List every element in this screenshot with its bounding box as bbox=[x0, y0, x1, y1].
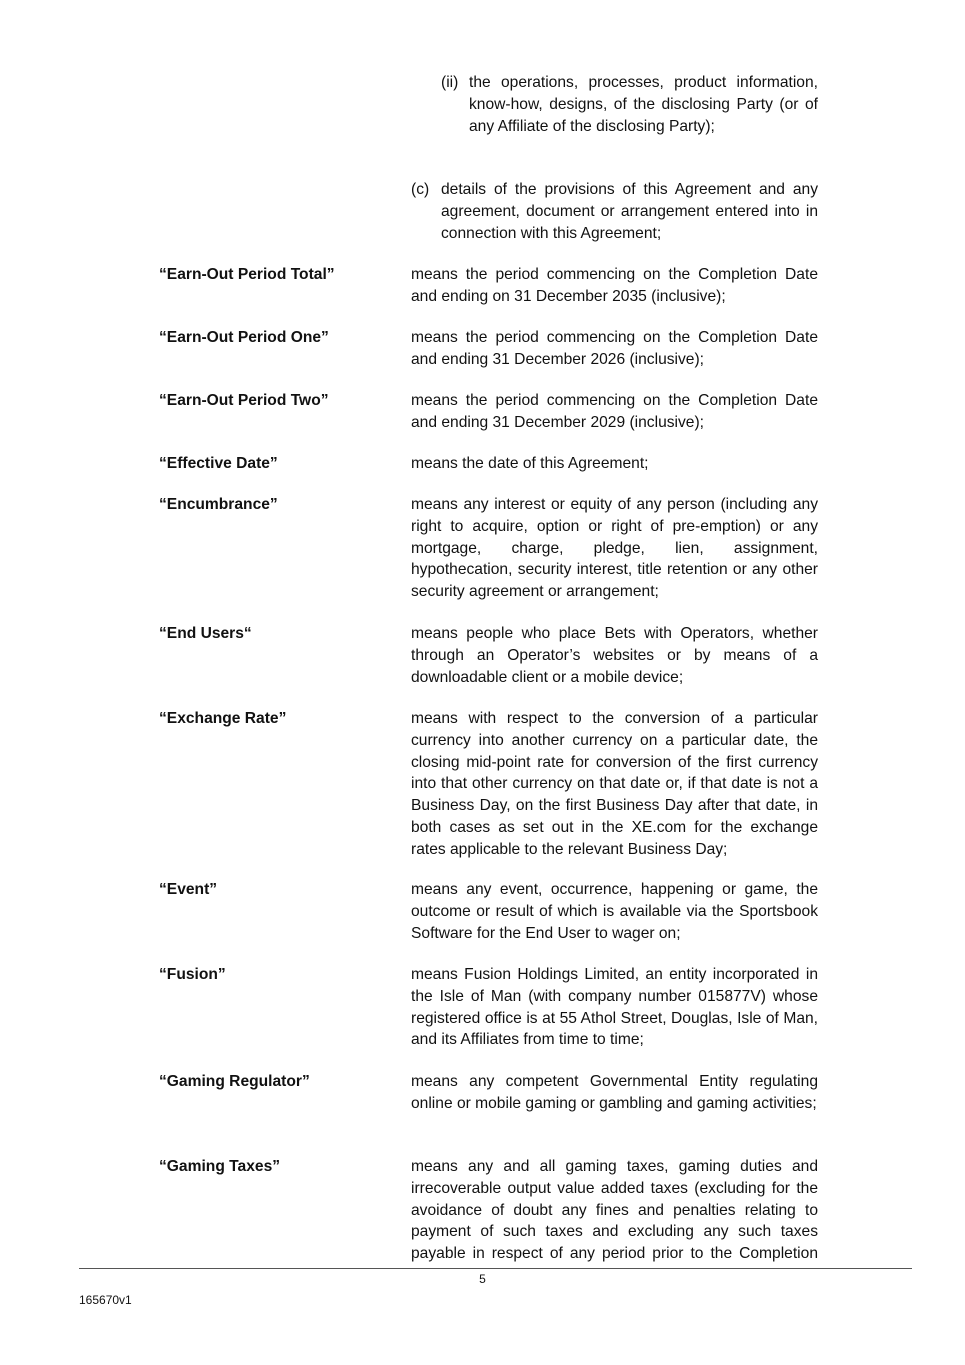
definition-text: means any competent Governmental Entity regulating online or mobile gaming or gambling and gaming activities; bbox=[411, 1073, 818, 1112]
definition-text: means any and all gaming taxes, gaming duties and irrecoverable output value added taxes (excluding for the avoidance of doubt any fines and penalties relating to payment of such taxes and excluding any such taxes payable in respect of any period prior to the Completion bbox=[411, 1158, 818, 1263]
definition-text: means the period commencing on the Completion Date and ending 31 December 2029 (inclusive); bbox=[411, 392, 818, 431]
definition-text: means any interest or equity of any person (including any right to acquire, option or right of pre-emption) or any mortgage, charge, pledge, lien, assignment, hypothecation, security interest, title retention or any other security agreement or arrangement; bbox=[411, 496, 818, 601]
definition-text: means the period commencing on the Completion Date and ending 31 December 2026 (inclusive); bbox=[411, 329, 818, 368]
page-number: 5 bbox=[479, 1272, 486, 1286]
definition-text: means any event, occurrence, happening or game, the outcome or result of which is available via the Sportsbook Software for the End User to wager on; bbox=[411, 881, 818, 942]
definition-term: “Earn-Out Period One” bbox=[159, 329, 329, 346]
definition-term: “Event” bbox=[159, 881, 218, 898]
definition-term: “Effective Date” bbox=[159, 455, 278, 472]
definition-term: “Earn-Out Period Total” bbox=[159, 266, 335, 283]
definition-term: “End Users“ bbox=[159, 625, 252, 642]
item-ii-label: (ii) bbox=[441, 74, 459, 91]
definition-text: means with respect to the conversion of a particular currency into another currency on a particular date, the closing mid-point rate for conversion of the first currency into that other currency on that date or, if that date is not a Business Day, on the first Business Day after that date, in both cases as set out in the XE.com for the exchange rates applicable to the relevant Business Day; bbox=[411, 710, 818, 858]
definition-term: “Gaming Regulator” bbox=[159, 1073, 310, 1090]
definition-term: “Exchange Rate” bbox=[159, 710, 287, 727]
definition-text: means Fusion Holdings Limited, an entity incorporated in the Isle of Man (with company number 015877V) whose registered office is at 55 Athol Street, Douglas, Isle of Man, and its Affiliates from time to time; bbox=[411, 966, 818, 1049]
footer-divider bbox=[79, 1268, 912, 1269]
definition-term: “Earn-Out Period Two” bbox=[159, 392, 329, 409]
item-ii-text: the operations, processes, product information, know-how, designs, of the disclosing Party (or of any Affiliate of the disclosing Party); bbox=[469, 74, 818, 135]
definition-text: means the period commencing on the Completion Date and ending on 31 December 2035 (inclusive); bbox=[411, 266, 818, 305]
definition-term: “Gaming Taxes” bbox=[159, 1158, 281, 1175]
definition-term: “Encumbrance” bbox=[159, 496, 278, 513]
definition-text: means people who place Bets with Operators, whether through an Operator’s websites or by means of a downloadable client or a mobile device; bbox=[411, 625, 818, 686]
definition-text: means the date of this Agreement; bbox=[411, 455, 649, 472]
definition-term: “Fusion” bbox=[159, 966, 226, 983]
document-reference: 165670v1 bbox=[79, 1293, 132, 1307]
item-c-label: (c) bbox=[411, 181, 430, 198]
item-c-text: details of the provisions of this Agreement and any agreement, document or arrangement entered into in connection with this Agreement; bbox=[441, 181, 818, 242]
